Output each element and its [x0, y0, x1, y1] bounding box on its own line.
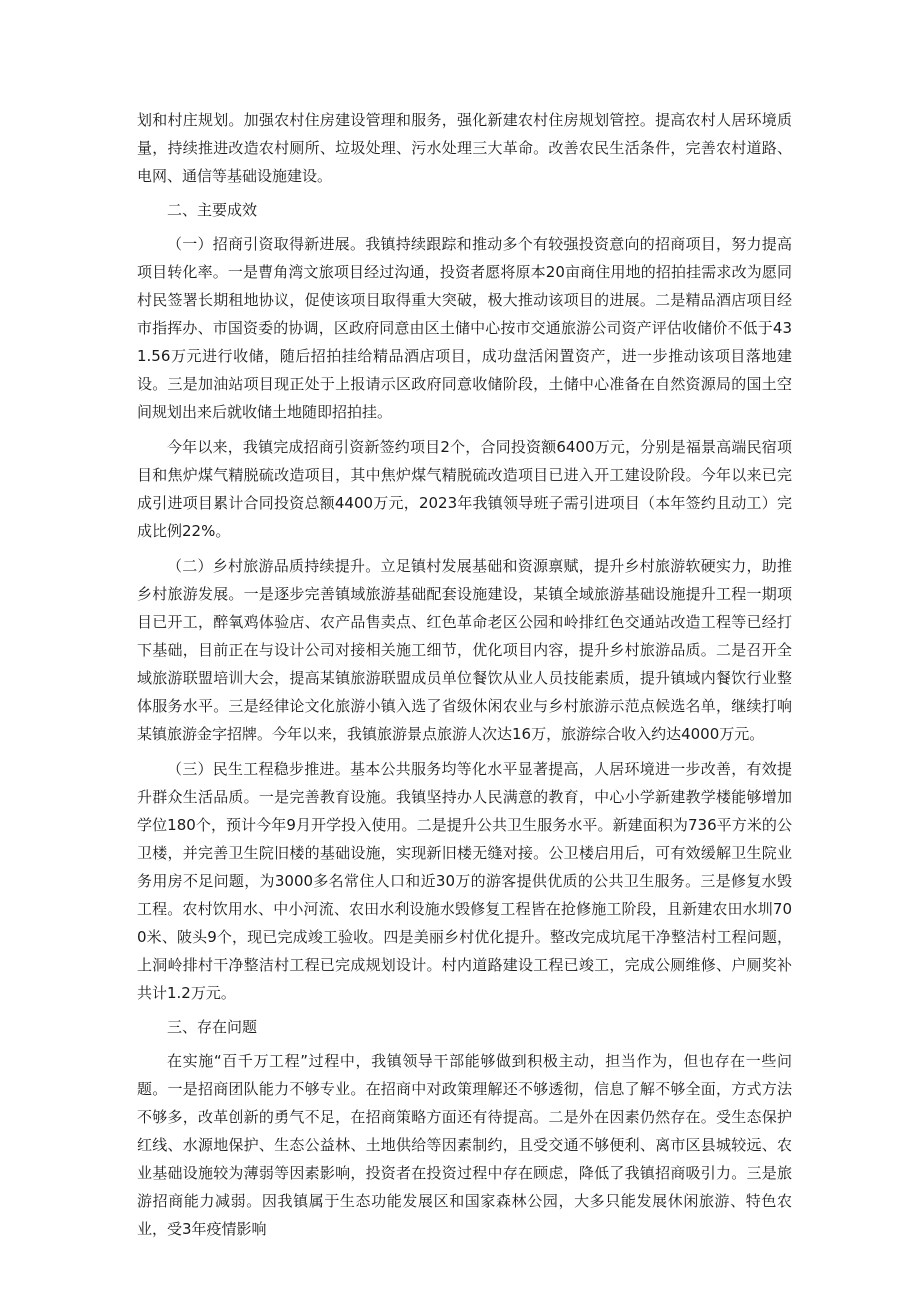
paragraph-investment-progress: （一）招商引资取得新进展。我镇持续跟踪和推动多个有较强投资意向的招商项目，努力提高项目转化率。一是曹角湾文旅项目经过沟通，投资者愿将原本20亩商住用地的招拍挂需求改为愿同村民签署长期租地协议，促使该项目取得重大突破，极大推动该项目的进展。二是精品酒店项目经市指挥办、市国资委的协调，区政府同意由区土储中心按市交通旅游公司资产评估收储价不低于431.56万元进行收储，随后招拍挂给精品酒店项目，成功盘活闲置资产，进一步推动该项目落地建设。三是加油站项目现正处于上报请示区政府同意收储阶段，土储中心准备在自然资源局的国土空间规划出来后就收储土地随即招拍挂。: [137, 235, 792, 421]
paragraph-rural-tourism: （二）乡村旅游品质持续提升。立足镇村发展基础和资源禀赋，提升乡村旅游软硬实力，助推乡村旅游发展。一是逐步完善镇域旅游基础配套设施建设，某镇全域旅游基础设施提升工程一期项目已开工，醉氧鸡体验店、农产品售卖点、红色革命老区公园和岭排红色交通站改造工程等已经打下基础，目前正在与设计公司对接相关施工细节，优化项目内容，提升乡村旅游品质。二是召开全域旅游联盟培训大会，提高某镇旅游联盟成员单位餐饮从业人员技能素质，提升镇域内餐饮行业整体服务水平。三是经律论文化旅游小镇入选了省级休闲农业与乡村旅游示范点候选名单，继续打响某镇旅游金字招牌。今年以来，我镇旅游景点旅游人次达16万，旅游综合收入约达4000万元。: [137, 557, 792, 743]
paragraph-problems: 在实施“百千万工程”过程中，我镇领导干部能够做到积极主动，担当作为，但也存在一些问题。一是招商团队能力不够专业。在招商中对政策理解还不够透彻，信息了解不够全面，方式方法不够多，改革创新的勇气不足，在招商策略方面还有待提高。二是外在因素仍然存在。受生态保护红线、水源地保护、生态公益林、土地供给等因素制约，且受交通不够便利、离市区县城较远、农业基础设施较为薄弱等因素影响，投资者在投资过程中存在顾虑，降低了我镇招商吸引力。三是旅游招商能力减弱。因我镇属于生态功能发展区和国家森林公园，大多只能发展休闲旅游、特色农业，受3年疫情影响: [137, 1052, 792, 1238]
paragraph-rural-planning: 划和村庄规划。加强农村住房建设管理和服务，强化新建农村住房规划管控。提高农村人居环境质量，持续推进改造农村厕所、垃圾处理、污水处理三大革命。改善农民生活条件，完善农村道路、电网、通信等基础设施建设。: [137, 111, 792, 185]
document-body: [137, 106, 792, 1243]
section-heading-existing-problems: 三、存在问题: [167, 1018, 258, 1036]
paragraph-investment-stats: 今年以来，我镇完成招商引资新签约项目2个，合同投资额6400万元，分别是福景高端民宿项目和焦炉煤气精脱硫改造项目，其中焦炉煤气精脱硫改造项目已进入开工建设阶段。今年以来已完成引进项目累计合同投资总额4400万元，2023年我镇领导班子需引进项目（本年签约且动工）完成比例22%。: [137, 438, 792, 540]
paragraph-livelihood-projects: （三）民生工程稳步推进。基本公共服务均等化水平显著提高，人居环境进一步改善，有效提升群众生活品质。一是完善教育设施。我镇坚持办人民满意的教育，中心小学新建教学楼能够增加学位180个，预计今年9月开学投入使用。二是提升公共卫生服务水平。新建面积为736平方米的公卫楼，并完善卫生院旧楼的基础设施，实现新旧楼无缝对接。公卫楼启用后，可有效缓解卫生院业务用房不足问题，为3000多名常住人口和近30万的游客提供优质的公共卫生服务。三是修复水毁工程。农村饮用水、中小河流、农田水利设施水毁修复工程皆在抢修施工阶段，且新建农田水圳700米、陂头9个，现已完成竣工验收。四是美丽乡村优化提升。整改完成坑尾干净整洁村工程问题，上洞岭排村干净整洁村工程已完成规划设计。村内道路建设工程已竣工，完成公厕维修、户厕奖补共计1.2万元。: [137, 760, 792, 1002]
section-heading-main-achievements: 二、主要成效: [167, 201, 258, 219]
